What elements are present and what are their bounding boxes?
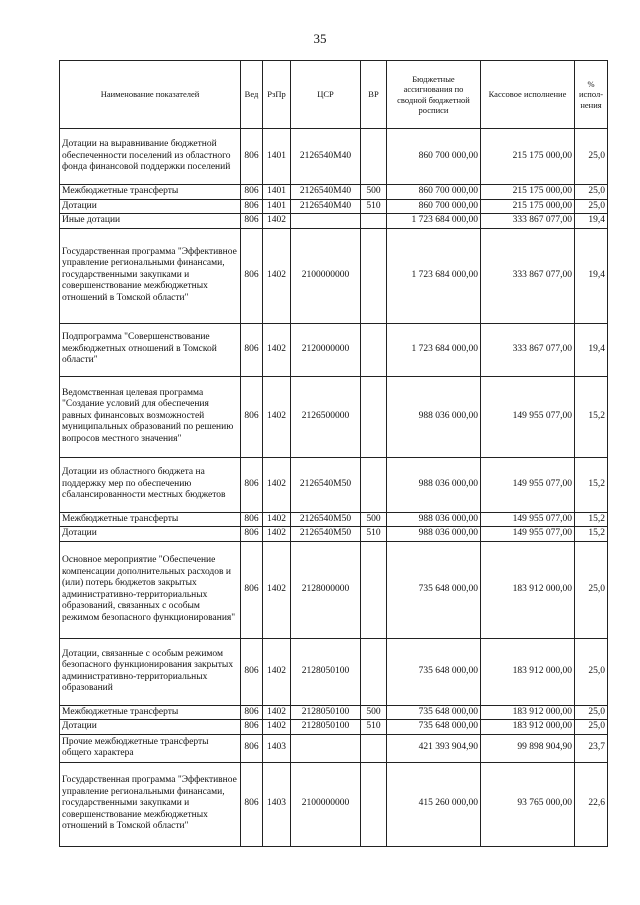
- row-csr: 2100000000: [291, 762, 361, 846]
- row-pct: 19,4: [575, 323, 608, 376]
- row-vr: [361, 214, 387, 229]
- row-csr: 2126540М50: [291, 457, 361, 512]
- row-csr: [291, 214, 361, 229]
- row-name: Межбюджетные трансферты: [60, 512, 241, 527]
- table-row: [60, 762, 608, 846]
- row-name: Основное мероприятие "Обеспечение компенсации дополнительных расходов и (или) потерь бюджетов закрытых административно-территориальных образований, связанных с особым режимом безопасного функционирования": [60, 541, 241, 638]
- row-cash: 215 175 000,00: [481, 129, 575, 185]
- row-vr: 510: [361, 720, 387, 735]
- row-assign: 421 393 904,90: [387, 734, 481, 762]
- row-vr: 500: [361, 185, 387, 200]
- row-pct: 25,0: [575, 129, 608, 185]
- row-ved: 806: [241, 376, 263, 457]
- row-ved: 806: [241, 527, 263, 542]
- row-csr: 2126540М40: [291, 185, 361, 200]
- row-ved: 806: [241, 512, 263, 527]
- row-assign: 860 700 000,00: [387, 199, 481, 214]
- row-name: Дотации из областного бюджета на поддержку мер по обеспечению сбалансированности местных бюджетов: [60, 457, 241, 512]
- row-assign: 860 700 000,00: [387, 129, 481, 185]
- row-cash: 99 898 904,90: [481, 734, 575, 762]
- row-rzpr: 1402: [263, 457, 291, 512]
- row-rzpr: 1401: [263, 185, 291, 200]
- row-pct: 15,2: [575, 512, 608, 527]
- row-cash: 183 912 000,00: [481, 638, 575, 705]
- header-name: Наименование показателей: [60, 61, 241, 129]
- table-row: [60, 512, 608, 527]
- row-csr: 2126540М50: [291, 527, 361, 542]
- row-assign: 735 648 000,00: [387, 541, 481, 638]
- row-assign: 988 036 000,00: [387, 512, 481, 527]
- table-row: [60, 129, 608, 185]
- row-rzpr: 1403: [263, 762, 291, 846]
- row-csr: 2126540М40: [291, 129, 361, 185]
- row-vr: [361, 376, 387, 457]
- row-cash: 149 955 077,00: [481, 457, 575, 512]
- row-pct: 19,4: [575, 214, 608, 229]
- row-name: Дотации: [60, 527, 241, 542]
- row-rzpr: 1402: [263, 323, 291, 376]
- row-ved: 806: [241, 228, 263, 323]
- row-vr: [361, 228, 387, 323]
- table-row: [60, 734, 608, 762]
- budget-table: [59, 60, 608, 847]
- header-vr: ВР: [361, 61, 387, 129]
- row-vr: [361, 734, 387, 762]
- row-vr: [361, 129, 387, 185]
- table-row: [60, 185, 608, 200]
- table-row: [60, 638, 608, 705]
- row-pct: 19,4: [575, 228, 608, 323]
- row-pct: 15,2: [575, 376, 608, 457]
- table-row: [60, 527, 608, 542]
- row-pct: 25,0: [575, 541, 608, 638]
- row-csr: 2128000000: [291, 541, 361, 638]
- row-cash: 183 912 000,00: [481, 541, 575, 638]
- row-cash: 333 867 077,00: [481, 214, 575, 229]
- row-rzpr: 1402: [263, 228, 291, 323]
- row-vr: 500: [361, 705, 387, 720]
- row-csr: 2120000000: [291, 323, 361, 376]
- row-name: Дотации, связанные с особым режимом безопасного функционирования закрытых административно-территориальных образований: [60, 638, 241, 705]
- header-ved: Вед: [241, 61, 263, 129]
- row-assign: 735 648 000,00: [387, 638, 481, 705]
- table-row: [60, 214, 608, 229]
- row-rzpr: 1402: [263, 376, 291, 457]
- row-ved: 806: [241, 457, 263, 512]
- row-pct: 23,7: [575, 734, 608, 762]
- row-name: Дотации на выравнивание бюджетной обеспеченности поселений из областного фонда финансовой поддержки поселений: [60, 129, 241, 185]
- row-csr: 2128050100: [291, 638, 361, 705]
- row-assign: 1 723 684 000,00: [387, 323, 481, 376]
- row-cash: 149 955 077,00: [481, 512, 575, 527]
- row-ved: 806: [241, 541, 263, 638]
- row-rzpr: 1403: [263, 734, 291, 762]
- row-assign: 988 036 000,00: [387, 527, 481, 542]
- row-rzpr: 1402: [263, 512, 291, 527]
- row-csr: 2100000000: [291, 228, 361, 323]
- row-rzpr: 1401: [263, 199, 291, 214]
- row-name: Дотации: [60, 199, 241, 214]
- row-vr: 510: [361, 527, 387, 542]
- row-cash: 215 175 000,00: [481, 185, 575, 200]
- row-vr: [361, 323, 387, 376]
- row-vr: [361, 638, 387, 705]
- row-pct: 25,0: [575, 705, 608, 720]
- row-name: Государственная программа "Эффективное управление региональными финансами, государственными закупками и совершенствование межбюджетных отношений в Томской области": [60, 762, 241, 846]
- row-ved: 806: [241, 214, 263, 229]
- row-assign: 988 036 000,00: [387, 376, 481, 457]
- header-row: [60, 61, 608, 129]
- table-row: [60, 541, 608, 638]
- row-csr: 2126540М50: [291, 512, 361, 527]
- row-ved: 806: [241, 638, 263, 705]
- row-pct: 15,2: [575, 457, 608, 512]
- row-pct: 25,0: [575, 199, 608, 214]
- row-ved: 806: [241, 185, 263, 200]
- table-row: [60, 705, 608, 720]
- row-name: Государственная программа "Эффективное управление региональными финансами, государственными закупками и совершенствование межбюджетных отношений в Томской области": [60, 228, 241, 323]
- row-assign: 860 700 000,00: [387, 185, 481, 200]
- row-pct: 25,0: [575, 638, 608, 705]
- row-assign: 415 260 000,00: [387, 762, 481, 846]
- row-pct: 22,6: [575, 762, 608, 846]
- row-cash: 183 912 000,00: [481, 720, 575, 735]
- row-assign: 735 648 000,00: [387, 720, 481, 735]
- row-vr: [361, 762, 387, 846]
- table-row: [60, 199, 608, 214]
- row-ved: 806: [241, 762, 263, 846]
- row-ved: 806: [241, 323, 263, 376]
- row-csr: 2128050100: [291, 705, 361, 720]
- table-row: [60, 323, 608, 376]
- row-name: Прочие межбюджетные трансферты общего характера: [60, 734, 241, 762]
- row-cash: 93 765 000,00: [481, 762, 575, 846]
- header-cash: Кассовое исполнение: [481, 61, 575, 129]
- header-rzpr: РзПр: [263, 61, 291, 129]
- row-rzpr: 1402: [263, 705, 291, 720]
- row-name: Дотации: [60, 720, 241, 735]
- row-name: Межбюджетные трансферты: [60, 705, 241, 720]
- row-cash: 149 955 077,00: [481, 527, 575, 542]
- header-assign: Бюджетные ассигнования по сводной бюджетной росписи: [387, 61, 481, 129]
- row-csr: 2126540М40: [291, 199, 361, 214]
- row-ved: 806: [241, 199, 263, 214]
- table-row: [60, 228, 608, 323]
- row-rzpr: 1402: [263, 214, 291, 229]
- table-row: [60, 376, 608, 457]
- row-ved: 806: [241, 734, 263, 762]
- row-name: Подпрограмма "Совершенствование межбюджетных отношений в Томской области": [60, 323, 241, 376]
- row-cash: 183 912 000,00: [481, 705, 575, 720]
- table-row: [60, 457, 608, 512]
- table-row: [60, 720, 608, 735]
- row-vr: 500: [361, 512, 387, 527]
- row-name: Ведомственная целевая программа "Создание условий для обеспечения равных финансовых возможностей муниципальных образований по решению вопросов местного значения": [60, 376, 241, 457]
- row-assign: 1 723 684 000,00: [387, 214, 481, 229]
- header-csr: ЦСР: [291, 61, 361, 129]
- row-name: Межбюджетные трансферты: [60, 185, 241, 200]
- row-rzpr: 1402: [263, 720, 291, 735]
- row-assign: 735 648 000,00: [387, 705, 481, 720]
- row-csr: 2128050100: [291, 720, 361, 735]
- row-csr: 2126500000: [291, 376, 361, 457]
- row-cash: 149 955 077,00: [481, 376, 575, 457]
- row-pct: 25,0: [575, 185, 608, 200]
- row-cash: 333 867 077,00: [481, 228, 575, 323]
- row-ved: 806: [241, 720, 263, 735]
- row-pct: 15,2: [575, 527, 608, 542]
- row-ved: 806: [241, 705, 263, 720]
- row-vr: 510: [361, 199, 387, 214]
- row-cash: 333 867 077,00: [481, 323, 575, 376]
- row-assign: 1 723 684 000,00: [387, 228, 481, 323]
- row-assign: 988 036 000,00: [387, 457, 481, 512]
- row-rzpr: 1402: [263, 527, 291, 542]
- row-rzpr: 1401: [263, 129, 291, 185]
- row-csr: [291, 734, 361, 762]
- row-ved: 806: [241, 129, 263, 185]
- row-vr: [361, 541, 387, 638]
- row-cash: 215 175 000,00: [481, 199, 575, 214]
- row-rzpr: 1402: [263, 638, 291, 705]
- page-number: 35: [313, 31, 327, 46]
- row-pct: 25,0: [575, 720, 608, 735]
- row-name: Иные дотации: [60, 214, 241, 229]
- header-pct: % испол-нения: [575, 61, 608, 129]
- row-vr: [361, 457, 387, 512]
- row-rzpr: 1402: [263, 541, 291, 638]
